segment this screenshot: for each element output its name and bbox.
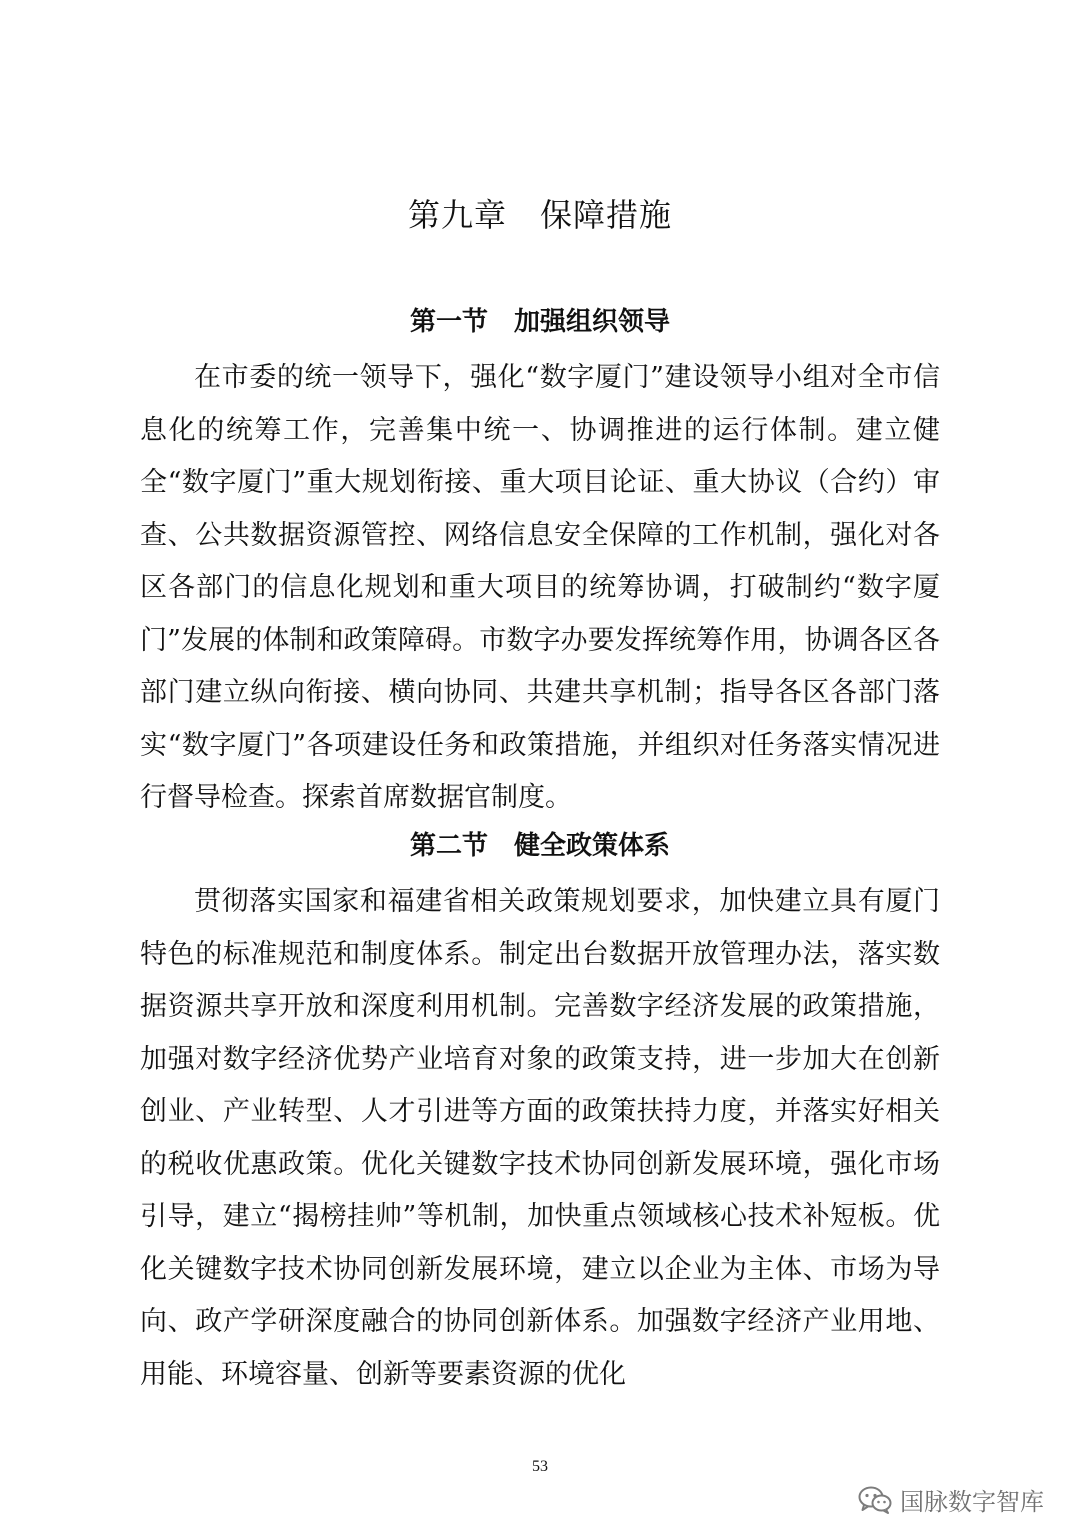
section-paragraph-1: 在市委的统一领导下，强化“数字厦门”建设领导小组对全市信息化的统筹工作，完善集中统一、协调推进的运行体制。建立健全“数字厦门”重大规划衔接、重大项目论证、重大协议（合约）审查、公共数据资源管控、网络信息安全保障的工作机制，强化对各区各部门的信息化规划和重大项目的统筹协调，打破制约“数字厦门”发展的体制和政策障碍。市数字办要发挥统筹作用，协调各区各部门建立纵向衔接、横向协同、共建共享机制；指导各区各部门落实“数字厦门”各项建设任务和政策措施，并组织对任务落实情况进行督导检查。探索首席数据官制度。 — [140, 362, 940, 813]
section-paragraph-2: 贯彻落实国家和福建省相关政策规划要求，加快建立具有厦门特色的标准规范和制度体系。制定出台数据开放管理办法，落实数据资源共享开放和深度利用机制。完善数字经济发展的政策措施，加强对数字经济优势产业培育对象的政策支持，进一步加大在创新创业、产业转型、人才引进等方面的政策扶持力度，并落实好相关的税收优惠政策。优化关键数字技术协同创新发展环境，强化市场引导，建立“揭榜挂帅”等机制，加快重点领域核心技术补短板。优化关键数字技术协同创新发展环境，建立以企业为主体、市场为导向、政产学研深度融合的协同创新体系。加强数字经济产业用地、用能、环境容量、创新等要素资源的优化 — [140, 886, 940, 1390]
chapter-title: 第九章 保障措施 — [407, 196, 672, 234]
wechat-icon — [858, 1486, 892, 1514]
watermark — [858, 1482, 1044, 1517]
watermark-text: 国脉数字智库 — [900, 1488, 1044, 1516]
page-number: 53 — [532, 1458, 548, 1475]
section-title-2: 第二节 健全政策体系 — [409, 831, 670, 861]
section-title-1: 第一节 加强组织领导 — [409, 307, 670, 337]
